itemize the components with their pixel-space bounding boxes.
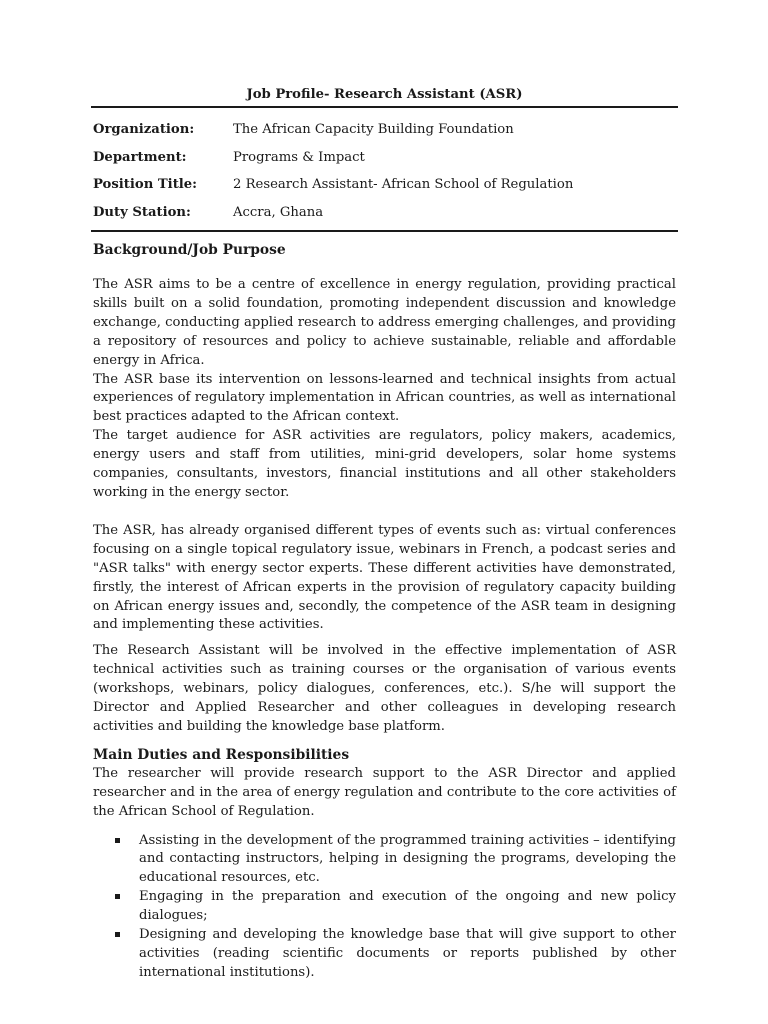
duty-text: Designing and developing the knowledge base that will give support to other activities (reading scientific documents or reports published by other international institutions). [139,927,676,980]
background-paragraph: The ASR base its intervention on lessons-learned and technical insights from actual experiences of regulatory implementation in African countries, as well as international best practices adapted to the African context. [93,371,676,425]
document-page [93,86,676,983]
duty-text: Engaging in the preparation and execution of the ongoing and new policy dialogues; [139,889,676,924]
info-label: Duty Station: [93,204,191,220]
background-paragraph: The Research Assistant will be involved in the effective implementation of ASR technical activities such as training courses or the organisation of various events (workshops, webinars, policy dialogues, conferences, etc.). S/he will support the Director and Applied Researcher and other colleagues in developing research activities and building the knowledge base platform. [93,643,676,734]
info-row-department [93,144,676,172]
info-value: The African Capacity Building Foundation [233,122,514,138]
job-info-table [91,116,678,232]
background-paragraph: The ASR, has already organised different types of events such as: virtual conferences focusing on a single topical regulatory issue, webinars in French, a podcast series and "ASR talks" with energy sector experts. These different activities have demonstrated, firstly, the interest of African experts in the provision of regulatory capacity building on African energy issues and, secondly, the competence of the ASR team in designing and implementing these activities. [93,522,676,633]
duty-item [93,832,676,889]
info-label: Organization: [93,122,195,138]
info-value: 2 Research Assistant- African School of Regulation [233,177,574,193]
square-bullet-icon [115,932,120,937]
info-value: Programs & Impact [233,149,365,165]
square-bullet-icon [115,838,120,843]
duties-heading: Main Duties and Responsibilities [93,746,350,763]
info-row-duty-station [93,199,676,227]
info-label: Department: [93,149,187,165]
background-paragraph: The target audience for ASR activities are regulators, policy makers, academics, energy users and staff from utilities, mini-grid developers, solar home systems companies, consultants, investors, financial institutions and all other stakeholders working in the energy sector. [93,428,676,500]
duty-text: Assisting in the development of the programmed training activities – identifying and contacting instructors, helping in designing the programs, developing the educational resources, etc. [139,832,676,886]
info-value: Accra, Ghana [233,204,324,220]
duties-intro: The researcher will provide research support to the ASR Director and applied researcher and in the area of energy regulation and contribute to the core activities of the African School of Regulation. [93,765,676,819]
background-heading: Background/Job Purpose [93,242,286,258]
document-title: Job Profile- Research Assistant (ASR) [91,86,678,108]
duty-item [93,888,676,926]
background-paragraph: The ASR aims to be a centre of excellence in energy regulation, providing practical skills built on a solid foundation, promoting independent discussion and knowledge exchange, conducting applied research to address emerging challenges, and providing a repository of resources and policy to achieve sustainable, reliable and affordable energy in Africa. [93,277,676,368]
info-row-organization [93,116,676,144]
square-bullet-icon [115,894,120,899]
duties-list [93,832,676,983]
info-row-position-title [93,171,676,199]
duty-item [93,926,676,983]
info-label: Position Title: [93,177,198,193]
